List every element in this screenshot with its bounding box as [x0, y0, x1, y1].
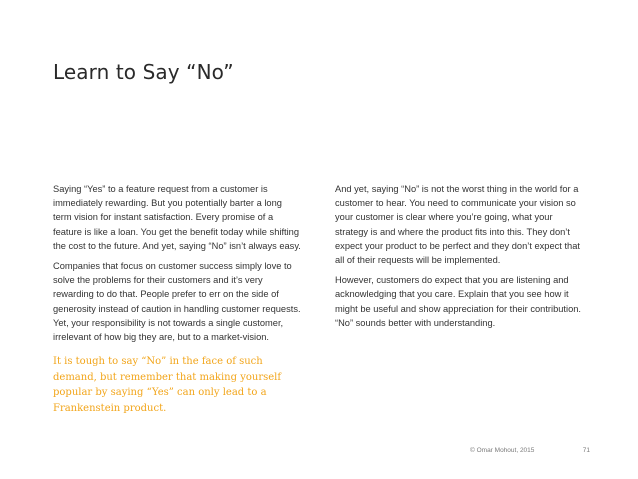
- paragraph: However, customers do expect that you are listening and acknowledging that you care. Explain that you see how it might be useful and show appreciation for their contribution. “No” sounds better with understanding.: [335, 275, 581, 328]
- slide-title: Learn to Say “No”: [53, 60, 234, 84]
- paragraph: Saying “Yes” to a feature request from a customer is immediately rewarding. But you potentially barter a long term vision for instant satisfaction. Every promise of a feature is like a loan. You get the benefit today while shifting the cost to the future. And yet, saying “No” isn’t always easy.: [53, 184, 301, 251]
- paragraph: Companies that focus on customer success simply love to solve the problems for their customers and it’s very rewarding to do that. People prefer to err on the side of generosity instead of caution in handling customer requests. Yet, your responsibility is not towards a single customer, irrelevant of how big they are, but to a market-vision.: [53, 261, 301, 343]
- page-number: 71: [582, 447, 590, 454]
- footer: [470, 447, 590, 454]
- pull-quote: It is tough to say “No” in the face of such demand, but remember that making yourself popular by saying “Yes” can only lead to a Frankenstein product.: [53, 356, 282, 414]
- left-column: [53, 182, 303, 416]
- copyright: © Omar Mohout, 2015: [470, 447, 535, 454]
- paragraph: And yet, saying “No” is not the worst thing in the world for a customer to hear. You need to communicate your vision so your customer is clear where you’re going, what your strategy is and where the product fits into this. They don’t expect your product to be perfect and they don’t expect that all of their requests will be implemented.: [335, 184, 580, 266]
- right-column: [335, 182, 587, 336]
